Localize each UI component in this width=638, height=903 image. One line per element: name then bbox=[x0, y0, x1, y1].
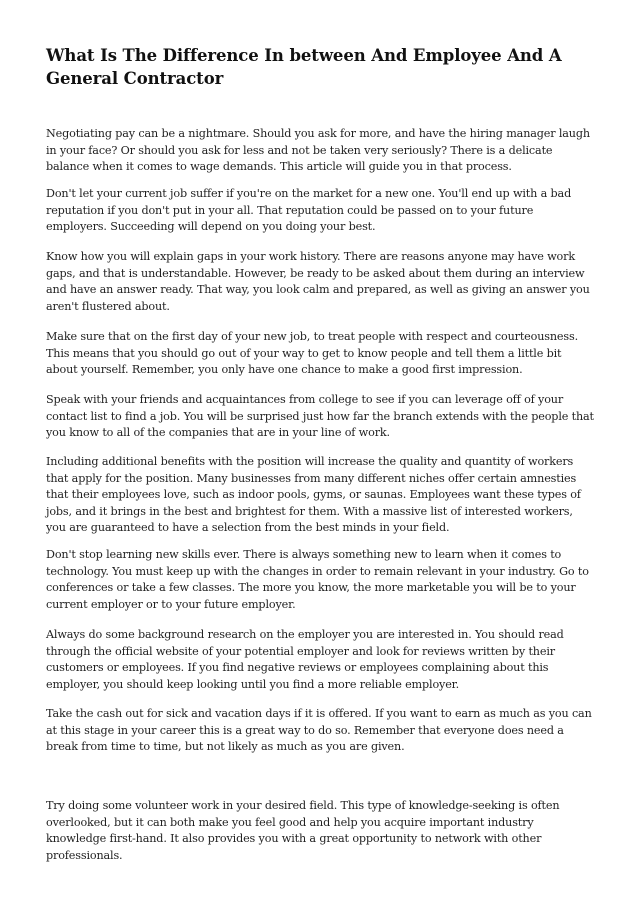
paragraph-5: Speak with your friends and acquaintances from college to see if you can leverage off of your contact list to find a job. You will be surprised just how far the branch extends with the people that you know to all of the companies that are in your line of work. bbox=[46, 393, 594, 439]
paragraph-2: Don't let your current job suffer if you're on the market for a new one. You'll end up with a bad reputation if you don't put in your all. That reputation could be passed on to your future employers. Succeeding will depend on you doing your best. bbox=[46, 187, 572, 233]
paragraph-7: Don't stop learning new skills ever. There is always something new to learn when it comes to technology. You must keep up with the changes in order to remain relevant in your industry. Go to conferences or take a few classes. The more you know, the more marketable you will be to your current employer or to your future employer. bbox=[46, 548, 589, 611]
paragraph-1: Negotiating pay can be a nightmare. Should you ask for more, and have the hiring manager laugh in your face? Or should you ask for less and not be taken very seriously? There is a delicate balance when it comes to wage demands. This article will guide you in that process. bbox=[46, 127, 590, 173]
document-page bbox=[46, 44, 594, 862]
paragraph-3: Know how you will explain gaps in your work history. There are reasons anyone may have work gaps, and that is understandable. However, be ready to be asked about them during an interview and have an answer ready. That way, you look calm and prepared, as well as giving an answer you aren't flustered about. bbox=[46, 250, 590, 313]
paragraph-6: Including additional benefits with the position will increase the quality and quantity of workers that apply for the position. Many businesses from many different niches offer certain amnesties that their employees love, such as indoor pools, gyms, or saunas. Employees want these types of jobs, and it brings in the best and brightest for them. With a massive list of interested workers, you are guaranteed to have a selection from the best minds in your field. bbox=[46, 455, 581, 534]
document-title: What Is The Difference In between And Employee And A General Contractor bbox=[46, 46, 562, 88]
paragraph-9: Take the cash out for sick and vacation days if it is offered. If you want to earn as much as you can at this stage in your career this is a great way to do so. Remember that everyone does need a break from time to time, but not likely as much as you are given. bbox=[46, 707, 592, 753]
paragraph-10: Try doing some volunteer work in your desired field. This type of knowledge-seeking is often overlooked, but it can both make you feel good and help you acquire important industry knowledge first-hand. It also provides you with a great opportunity to network with other professionals. bbox=[46, 799, 560, 862]
paragraph-8: Always do some background research on the employer you are interested in. You should read through the official website of your potential employer and look for reviews written by their customers or employees. If you find negative reviews or employees complaining about this employer, you should keep looking until you find a more reliable employer. bbox=[46, 628, 564, 691]
paragraph-4: Make sure that on the first day of your new job, to treat people with respect and courteousness. This means that you should go out of your way to get to know people and tell them a little bit about yourself. Remember, you only have one chance to make a good first impression. bbox=[46, 330, 578, 376]
